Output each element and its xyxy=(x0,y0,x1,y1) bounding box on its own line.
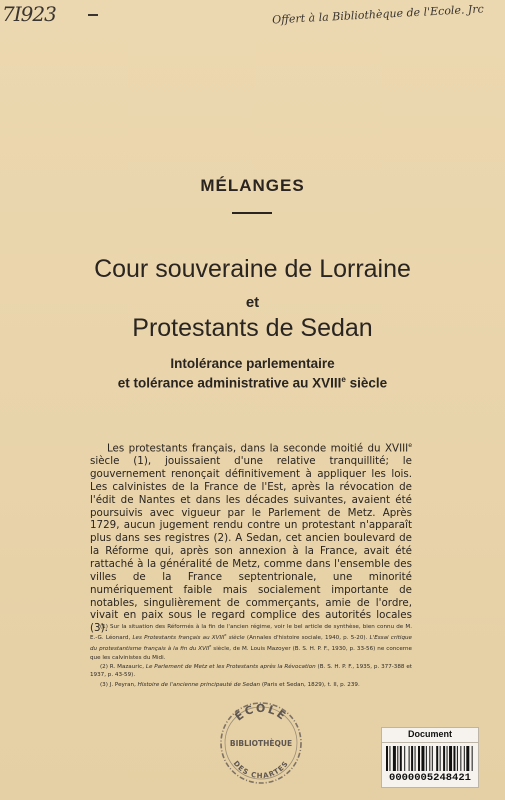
barcode-label xyxy=(381,727,479,743)
article-title-line-1: Cour souveraine de Lorraine xyxy=(94,255,411,283)
footnote-1: (1) Sur la situation des Réformés à la fin de l'ancien régime, voir le bel article de synthèse, bien connu de M. E.-G. Léonard, Les Protestants français au XVIIIe siècle (Annales d'histoire sociale, 1940, p. 5-20). L'Essai critique du protestantisme français à la fin du XVIIe siècle, de M. Louis Mazoyer (B. S. H. P. F., 1930, p. 33-56) ne concerne que les calvinistes du Midi. xyxy=(90,624,412,661)
barcode-number: 0000005248421 xyxy=(389,772,471,784)
footnote-2: (2) R. Mazauric, Le Parlement de Metz et les Protestants après la Révocation (B. S. H. P. F., 1935, p. 377-388 et 1937, p. 43-59). xyxy=(90,663,412,679)
stamp-top-text: ÉCOLE xyxy=(232,701,290,724)
handwritten-dash xyxy=(88,14,98,16)
article-title-line-2: Protestants de Sedan xyxy=(132,314,373,342)
handwritten-number: 7I923 xyxy=(2,2,56,26)
section-divider xyxy=(232,212,272,214)
footnote-3: (3) J. Peyran, Histoire de l'ancienne principauté de Sedan (Paris et Sedan, 1829), t. II, p. 239. xyxy=(100,681,360,688)
article-subtitle-line-2: et tolérance administrative au XVIIIe siècle xyxy=(117,375,388,391)
footnotes xyxy=(90,623,412,690)
handwritten-note: Offert à la Bibliothèque de l'Ecole. Jrc xyxy=(271,2,485,27)
article-title-conjunction: et xyxy=(245,294,260,311)
barcode-title: Document xyxy=(407,729,452,739)
svg-text:ÉCOLE xyxy=(233,702,290,724)
article-subtitle-line-1: Intolérance parlementaire xyxy=(170,356,335,371)
library-stamp xyxy=(218,700,304,786)
stamp-middle-text: BIBLIOTHÈQUE xyxy=(229,739,293,748)
section-title: MÉLANGES xyxy=(200,176,305,195)
barcode xyxy=(381,742,479,788)
barcode-bars xyxy=(386,746,474,771)
stamp-bottom-text: DES CHARTES xyxy=(231,759,291,781)
body-paragraph: Les protestants français, dans la seconde moitié du XVIIIe siècle (1), jouissaient d'une relative tranquillité; le gouvernement renonçait définitivement à appliquer les lois. Les calvinistes de la France de l'Est, après la révocation de l'édit de Nantes et dans les décades suivantes, avaient été poursuivis avec vigueur par le Parlement de Metz. Après 1729, aucun jugement rendu contre un protestant n'apparaît plus dans ses registres (2). A Sedan, cet ancien boulevard de la Réforme qui, après son annexion à la France, avait été rattaché à la généralité de Metz, comme dans l'ensemble des villes de la France septentrionale, une minorité numériquement faible mais socialement importante de notables, singulièrement de commerçants, amie de l'ordre, vivait en paix sous le regard complice des autorités locales (3). xyxy=(90,442,412,635)
